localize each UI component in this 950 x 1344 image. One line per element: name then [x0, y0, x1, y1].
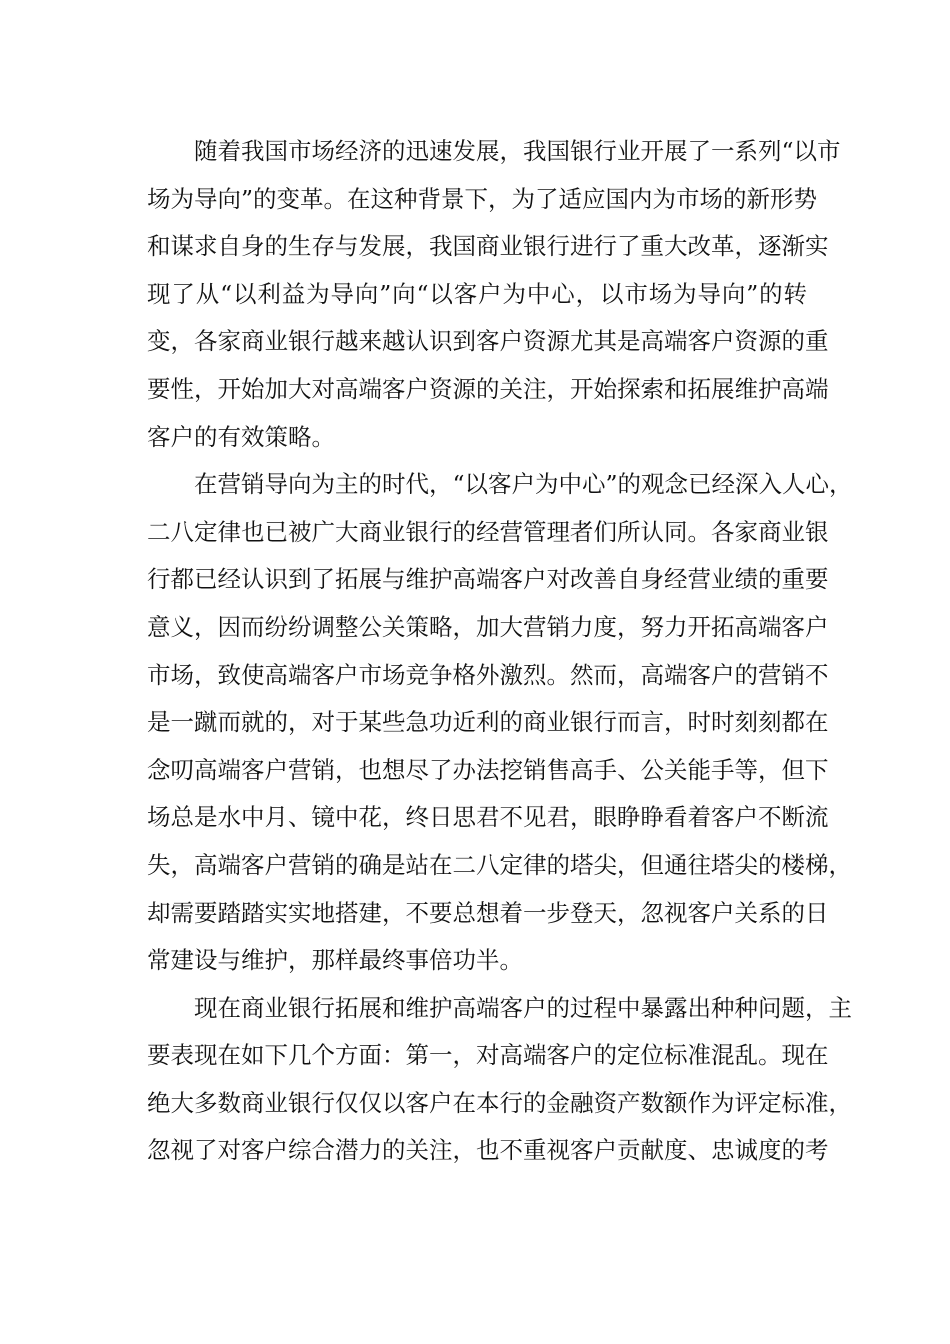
text-line: 念叨高端客户营销，也想尽了办法挖销售高手、公关能手等，但下: [147, 755, 829, 784]
text-line: 要性，开始加大对高端客户资源的关注，开始探索和拓展维护高端: [147, 374, 829, 403]
text-line: 现了从“以利益为导向”向“以客户为中心，以市场为导向”的转: [147, 279, 807, 308]
text-line: 是一蹴而就的，对于某些急功近利的商业银行而言，时时刻刻都在: [147, 708, 829, 737]
text-line: 忽视了对客户综合潜力的关注，也不重视客户贡献度、忠诚度的考: [147, 1136, 829, 1165]
paragraph-1: [147, 128, 841, 461]
text-line: 现在商业银行拓展和维护高端客户的过程中暴露出种种问题，主: [194, 993, 852, 1022]
text-line: 变，各家商业银行越来越认识到客户资源尤其是高端客户资源的重: [147, 327, 829, 356]
text-line: 客户的有效策略。: [147, 422, 335, 451]
text-line: 要表现在如下几个方面：第一，对高端客户的定位标准混乱。现在: [147, 1041, 829, 1070]
text-line: 在营销导向为主的时代，“以客户为中心”的观念已经深入人心，: [194, 470, 853, 499]
text-line: 常建设与维护，那样最终事倍功半。: [147, 946, 523, 975]
text-line: 绝大多数商业银行仅仅以客户在本行的金融资产数额作为评定标准，: [147, 1088, 852, 1117]
text-line: 市场，致使高端客户市场竞争格外激烈。然而，高端客户的营销不: [147, 660, 829, 689]
body-text: [147, 128, 853, 1175]
paragraph-3: [147, 985, 852, 1175]
text-line: 却需要踏踏实实地搭建，不要总想着一步登天，忽视客户关系的日: [147, 898, 829, 927]
text-line: 意义，因而纷纷调整公关策略，加大营销力度，努力开拓高端客户: [147, 612, 829, 641]
text-line: 失，高端客户营销的确是站在二八定律的塔尖，但通往塔尖的楼梯，: [147, 850, 852, 879]
text-line: 二八定律也已被广大商业银行的经营管理者们所认同。各家商业银: [147, 517, 829, 546]
text-line: 场为导向”的变革。在这种背景下，为了适应国内为市场的新形势: [147, 184, 818, 213]
text-line: 和谋求自身的生存与发展，我国商业银行进行了重大改革，逐渐实: [147, 232, 829, 261]
text-line: 行都已经认识到了拓展与维护高端客户对改善自身经营业绩的重要: [147, 565, 829, 594]
text-line: 随着我国市场经济的迅速发展，我国银行业开展了一系列“以市: [194, 137, 841, 165]
text-line: 场总是水中月、镜中花，终日思君不见君，眼睁睁看着客户不断流: [147, 803, 829, 832]
paragraph-2: [147, 461, 853, 985]
